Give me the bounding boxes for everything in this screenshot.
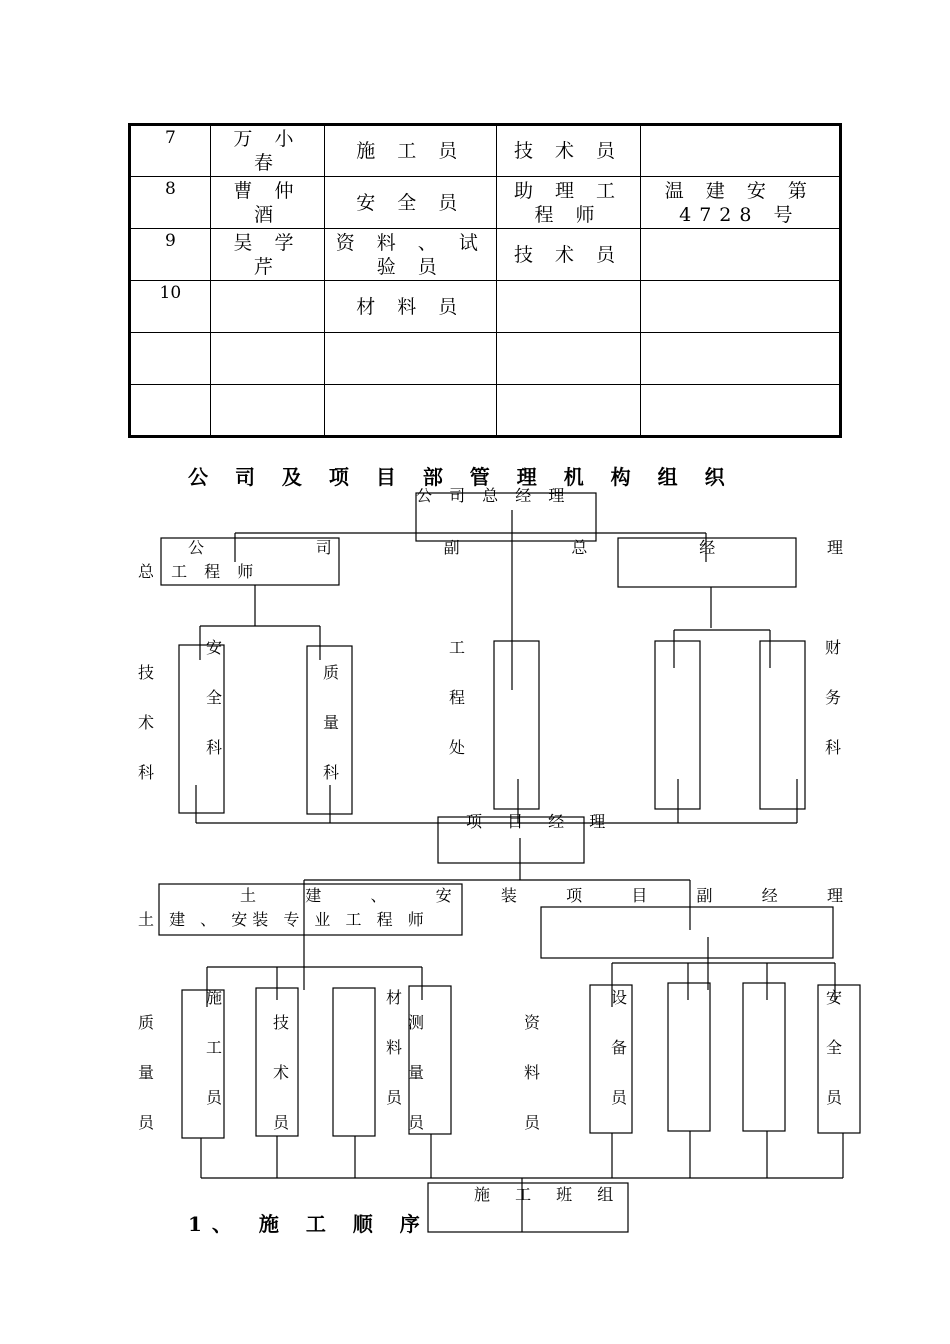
table-cell-num: 9 (130, 229, 211, 281)
project-manager-label: 项 目 经 理 (466, 812, 616, 831)
table-cell-role: 资 料 、 试 验 员 (325, 229, 497, 281)
chief-engineer-label: 总 工 程 师 (138, 562, 260, 581)
deputy-gm-label: 公 司 副 总 经 理 (188, 538, 843, 557)
table-cell-name: 万 小 春 (210, 125, 325, 177)
table-cell-role: 安 全 员 (325, 177, 497, 229)
table-cell-num: 7 (130, 125, 211, 177)
table-cell-name: 吴 学 芹 (210, 229, 325, 281)
general-manager-label: 公 司 总 经 理 (416, 486, 571, 505)
construction-teams-label: 施 工 班 组 (474, 1185, 624, 1204)
deputy-pm-label: 土 建 、 安 装 项 目 副 经 理 (240, 886, 843, 905)
table-cell-role: 施 工 员 (325, 125, 497, 177)
org-chart-title: 公 司 及 项 目 部 管 理 机 构 组 织 (188, 465, 735, 489)
table-cell-title: 技 术 员 (497, 125, 640, 177)
table-cell-name: 曹 仲 酒 (210, 177, 325, 229)
table-cell-title: 技 术 员 (497, 229, 640, 281)
table-cell-cert: 温 建 安 第 4728 号 (640, 177, 840, 229)
table-cell-role: 材 料 员 (325, 281, 497, 333)
section-heading: 1、 施 工 顺 序 (188, 1212, 430, 1236)
table-cell-num: 10 (130, 281, 211, 333)
engineer-label: 土 建 、 安装 专 业 工 程 师 (138, 910, 429, 929)
table-cell-title: 助 理 工 程 师 (497, 177, 640, 229)
table-cell-num: 8 (130, 177, 211, 229)
